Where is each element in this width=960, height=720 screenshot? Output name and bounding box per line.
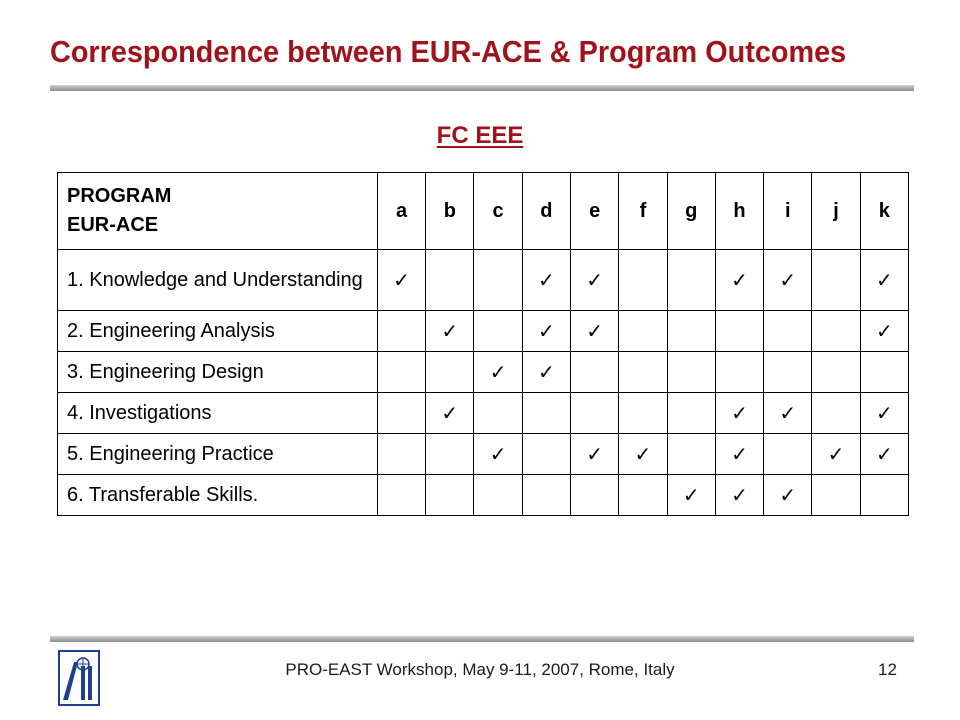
checkmark-icon: ✓ [860, 434, 908, 475]
empty-cell [667, 352, 715, 393]
column-header-g: g [667, 173, 715, 250]
checkmark-icon: ✓ [522, 250, 570, 311]
empty-cell [667, 393, 715, 434]
table-row [58, 434, 909, 475]
empty-cell [812, 250, 860, 311]
table-row [58, 393, 909, 434]
checkmark-icon: ✓ [426, 393, 474, 434]
empty-cell [812, 475, 860, 516]
checkmark-icon: ✓ [522, 311, 570, 352]
checkmark-icon: ✓ [571, 311, 619, 352]
empty-cell [764, 311, 812, 352]
empty-cell [619, 311, 667, 352]
column-header-e: e [571, 173, 619, 250]
checkmark-icon: ✓ [715, 393, 763, 434]
correspondence-table [57, 172, 909, 516]
table-row [58, 250, 909, 311]
checkmark-icon: ✓ [619, 434, 667, 475]
checkmark-icon: ✓ [764, 475, 812, 516]
empty-cell [522, 475, 570, 516]
empty-cell [426, 434, 474, 475]
table-row [58, 352, 909, 393]
checkmark-icon: ✓ [426, 311, 474, 352]
empty-cell [377, 352, 425, 393]
column-header-f: f [619, 173, 667, 250]
empty-cell [812, 311, 860, 352]
empty-cell [571, 352, 619, 393]
empty-cell [619, 352, 667, 393]
checkmark-icon: ✓ [715, 434, 763, 475]
checkmark-icon: ✓ [667, 475, 715, 516]
empty-cell [426, 475, 474, 516]
empty-cell [474, 393, 522, 434]
empty-cell [860, 352, 908, 393]
empty-cell [426, 352, 474, 393]
empty-cell [377, 434, 425, 475]
empty-cell [764, 434, 812, 475]
checkmark-icon: ✓ [764, 250, 812, 311]
checkmark-icon: ✓ [377, 250, 425, 311]
empty-cell [619, 250, 667, 311]
checkmark-icon: ✓ [860, 311, 908, 352]
row-label: 4. Investigations [58, 393, 378, 434]
empty-cell [667, 250, 715, 311]
column-header-h: h [715, 173, 763, 250]
column-header-a: a [377, 173, 425, 250]
empty-cell [571, 475, 619, 516]
empty-cell [474, 475, 522, 516]
empty-cell [715, 311, 763, 352]
slide-title: Correspondence between EUR-ACE & Program Outcomes [50, 34, 847, 69]
empty-cell [764, 352, 812, 393]
column-header-d: d [522, 173, 570, 250]
column-header-c: c [474, 173, 522, 250]
column-header-b: b [426, 173, 474, 250]
footer-divider [50, 636, 914, 642]
checkmark-icon: ✓ [860, 393, 908, 434]
empty-cell [860, 475, 908, 516]
row-label: 3. Engineering Design [58, 352, 378, 393]
row-label: 2. Engineering Analysis [58, 311, 378, 352]
header-row-label [58, 173, 378, 250]
row-label: 5. Engineering Practice [58, 434, 378, 475]
empty-cell [619, 393, 667, 434]
empty-cell [426, 250, 474, 311]
empty-cell [522, 434, 570, 475]
empty-cell [474, 250, 522, 311]
checkmark-icon: ✓ [571, 434, 619, 475]
checkmark-icon: ✓ [474, 352, 522, 393]
footer-workshop-text: PRO-EAST Workshop, May 9-11, 2007, Rome, Italy [285, 660, 675, 679]
title-divider [50, 85, 914, 91]
table-body [58, 173, 909, 516]
empty-cell [522, 393, 570, 434]
checkmark-icon: ✓ [715, 250, 763, 311]
empty-cell [667, 434, 715, 475]
empty-cell [812, 352, 860, 393]
checkmark-icon: ✓ [522, 352, 570, 393]
empty-cell [715, 352, 763, 393]
checkmark-icon: ✓ [764, 393, 812, 434]
checkmark-icon: ✓ [715, 475, 763, 516]
table-subtitle [0, 122, 960, 150]
empty-cell [667, 311, 715, 352]
subtitle-text: FC EEE [436, 122, 524, 149]
column-header-i: i [764, 173, 812, 250]
header-label-program: PROGRAM [67, 185, 172, 207]
page-number: 12 [878, 660, 897, 679]
table-row [58, 475, 909, 516]
checkmark-icon: ✓ [571, 250, 619, 311]
empty-cell [474, 311, 522, 352]
column-header-j: j [812, 173, 860, 250]
empty-cell [377, 311, 425, 352]
column-header-k: k [860, 173, 908, 250]
empty-cell [377, 393, 425, 434]
empty-cell [377, 475, 425, 516]
empty-cell [571, 393, 619, 434]
checkmark-icon: ✓ [860, 250, 908, 311]
table-row [58, 311, 909, 352]
table-header-row [58, 173, 909, 250]
row-label: 1. Knowledge and Understanding [58, 250, 378, 311]
empty-cell [812, 393, 860, 434]
row-label: 6. Transferable Skills. [58, 475, 378, 516]
header-label-eurace: EUR-ACE [67, 214, 159, 236]
checkmark-icon: ✓ [474, 434, 522, 475]
empty-cell [619, 475, 667, 516]
checkmark-icon: ✓ [812, 434, 860, 475]
